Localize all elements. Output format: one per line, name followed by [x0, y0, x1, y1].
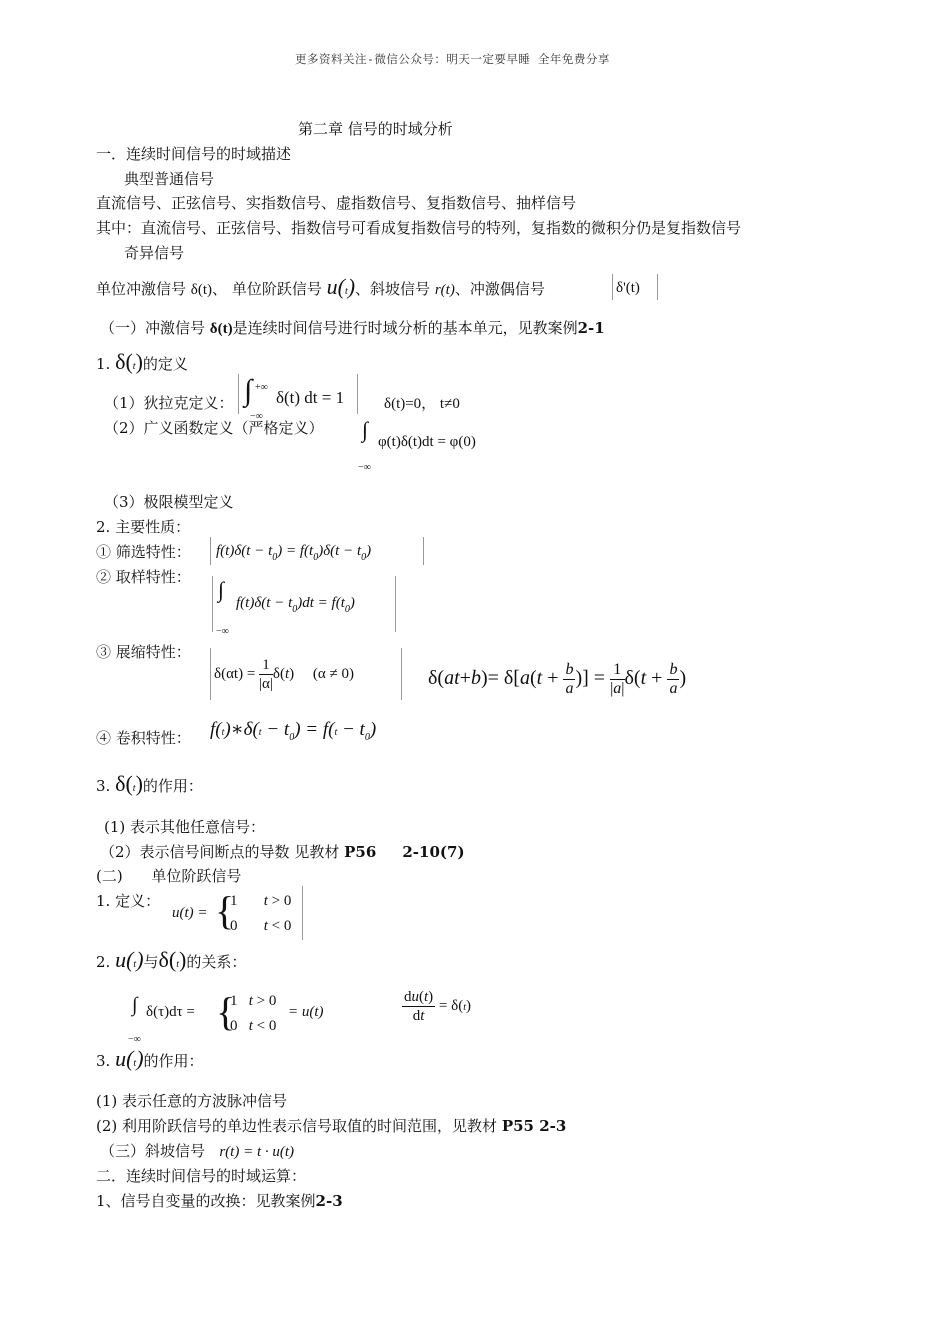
step-brace: {: [215, 888, 235, 933]
step-label: 单位阶跃信号: [231, 280, 322, 298]
impulse-intro: [100, 318, 605, 339]
step-relation-item: [96, 947, 247, 975]
doublet-label: 、冲激偶信号: [454, 280, 545, 298]
delta-symbol: δ(t): [115, 349, 143, 374]
dirac-condition: δ(t)=0， t≠0: [384, 396, 460, 412]
step-role-suffix: 的作用：: [143, 1052, 204, 1070]
impulse-label: 单位冲激信号: [96, 280, 187, 298]
relation-brace: {: [216, 989, 236, 1034]
step-role-2-ref: P55 2-3: [501, 1117, 567, 1135]
sampling-lower-limit: −∞: [216, 626, 229, 637]
page-header: 更多资料关注-微信公众号：明天一定要早睡 全年免费分享: [295, 52, 610, 66]
impulse-intro-symbol: δ(t): [209, 321, 233, 337]
section-2-item-1-text: 1、信号自变量的改换：见教案例: [96, 1192, 316, 1210]
step-role-1: (1) 表示任意的方波脉冲信号: [96, 1092, 288, 1110]
scaling-label: ③ 展缩特性：: [96, 643, 191, 661]
impulse-intro-text: 是连续时间信号进行时域分析的基本单元，见教案例: [232, 319, 578, 337]
section-2-heading: 二．连续时间信号的时域运算：: [96, 1167, 307, 1185]
general-integral-sign: ∫: [362, 417, 369, 442]
impulse-symbol: δ(t)、: [190, 282, 228, 298]
step-relation-number: 2.: [96, 953, 111, 971]
ramp-heading-text: （三）斜坡信号: [100, 1142, 206, 1160]
step-relation-mid: 与: [143, 953, 159, 971]
section-1-heading: 一．连续时间信号的时域描述: [96, 145, 292, 163]
impulse-role-suffix: 的作用：: [142, 777, 203, 795]
dirac-lower-limit: −∞: [250, 411, 263, 422]
relation-lower-limit: −∞: [128, 1034, 141, 1045]
typical-signals-note: 其中：直流信号、正弦信号、指数信号可看成复指数信号的特列，复指数的微积分仍是复指数信号: [96, 219, 742, 237]
impulse-role-item: [96, 771, 203, 799]
singular-signals-line: [96, 274, 545, 302]
impulse-role-number: 3.: [96, 777, 111, 795]
typical-signals-list: 直流信号、正弦信号、实指数信号、虚指数信号、复指数信号、抽样信号: [96, 194, 577, 212]
dirac-integral: δ(t) dt = 1: [276, 388, 345, 407]
convolution-formula: f(t)∗δ(t − $t_0) = f(t - t_0)$: [210, 719, 377, 743]
relation-integrand: δ(τ)dτ =: [146, 1004, 195, 1020]
definition-item: [96, 349, 188, 377]
step-symbol: u(t): [326, 274, 356, 299]
impulse-intro-ref: 2-1: [577, 319, 605, 337]
step-relation-suffix: 的关系：: [186, 953, 247, 971]
step-relation-u: u(t): [115, 947, 144, 972]
limit-model-label: （3）极限模型定义: [104, 493, 234, 511]
typical-signals-heading: 典型普通信号: [124, 170, 215, 188]
integral-sign: ∫: [244, 374, 253, 407]
impulse-role-symbol: δ(t): [115, 771, 143, 796]
impulse-intro-prefix: （一）冲激信号: [100, 319, 206, 337]
section-2-item-1-ref: 2-3: [315, 1192, 343, 1210]
step-role-symbol: u(t): [115, 1046, 144, 1071]
sampling-integral-sign: ∫: [218, 577, 225, 602]
impulse-role-2-text: （2）表示信号间断点的导数 见教材: [100, 843, 340, 861]
scaling-formula: δ(αt) = $\frac{1}{|\alpha|}$ δ(t) (α ≠ 0): [214, 657, 354, 692]
relation-case-1: 1 t > 0: [230, 993, 277, 1009]
sifting-label: ① 筛选特性：: [96, 543, 191, 561]
sampling-formula: $f(t)\delta(t - t_0)dt = f(t_0)$: [236, 595, 355, 615]
dirac-label: （1）狄拉克定义：: [104, 394, 234, 412]
ramp-heading: [100, 1141, 294, 1162]
properties-heading: 2. 主要性质：: [96, 518, 191, 536]
step-role-item: [96, 1046, 204, 1074]
derivative-relation: $\frac{du(t)}{dt}$ = δ(t): [404, 989, 471, 1024]
general-lower-limit: −∞: [358, 462, 371, 473]
ramp-formula: r(t) = t · u(t): [219, 1144, 295, 1160]
impulse-role-2: [100, 842, 465, 862]
ramp-symbol: r(t): [434, 282, 455, 298]
step-role-number: 3.: [96, 1052, 111, 1070]
relation-integral-sign: ∫: [132, 994, 138, 1016]
step-case-1: 1 t > 0: [230, 893, 292, 909]
relation-case-2: 0 t < 0: [230, 1018, 277, 1034]
chapter-title: 第二章 信号的时域分析: [298, 120, 453, 138]
definition-suffix: 的定义: [142, 355, 188, 373]
impulse-role-2-ref: P56 2-10(7): [344, 843, 465, 861]
doublet-symbol: δ'(t): [616, 280, 640, 296]
step-definition-label: 1. 定义：: [96, 892, 161, 910]
section-2-item-1: [96, 1191, 343, 1211]
singular-signals-heading: 奇异信号: [124, 244, 185, 262]
step-role-2: [96, 1116, 566, 1136]
step-role-2-text: (2) 利用阶跃信号的单边性表示信号取值的时间范围，见教材: [96, 1117, 498, 1135]
sifting-formula: $f(t)\delta(t - t_0) = f(t_0)\delta(t - t_0)$: [216, 543, 372, 563]
step-function-lhs: u(t) =: [172, 905, 208, 921]
step-case-2: 0 t < 0: [230, 918, 292, 934]
definition-number: 1.: [96, 355, 111, 373]
dirac-upper-limit: +∞: [255, 382, 268, 393]
sampling-label: ② 取样特性：: [96, 568, 191, 586]
ramp-label: 、斜坡信号: [355, 280, 431, 298]
general-integral: φ(t)δ(t)dt = φ(0): [378, 434, 476, 450]
general-label: （2）广义函数定义（严格定义）: [104, 419, 324, 437]
convolution-label: ④ 卷积特性：: [96, 729, 191, 747]
relation-rhs: = u(t): [288, 1004, 324, 1020]
step-relation-delta: δ(t): [158, 947, 187, 972]
impulse-role-1: (1) 表示其他任意信号：: [104, 818, 266, 836]
step-heading: (二) 单位阶跃信号: [96, 867, 242, 885]
scaling-general-formula: δ(at+b)= δ[a(t + $\frac{b}{a}$ )] = $\frac{1}{|a|}$ δ(t + $\frac{b}{a}$ ): [428, 660, 687, 697]
